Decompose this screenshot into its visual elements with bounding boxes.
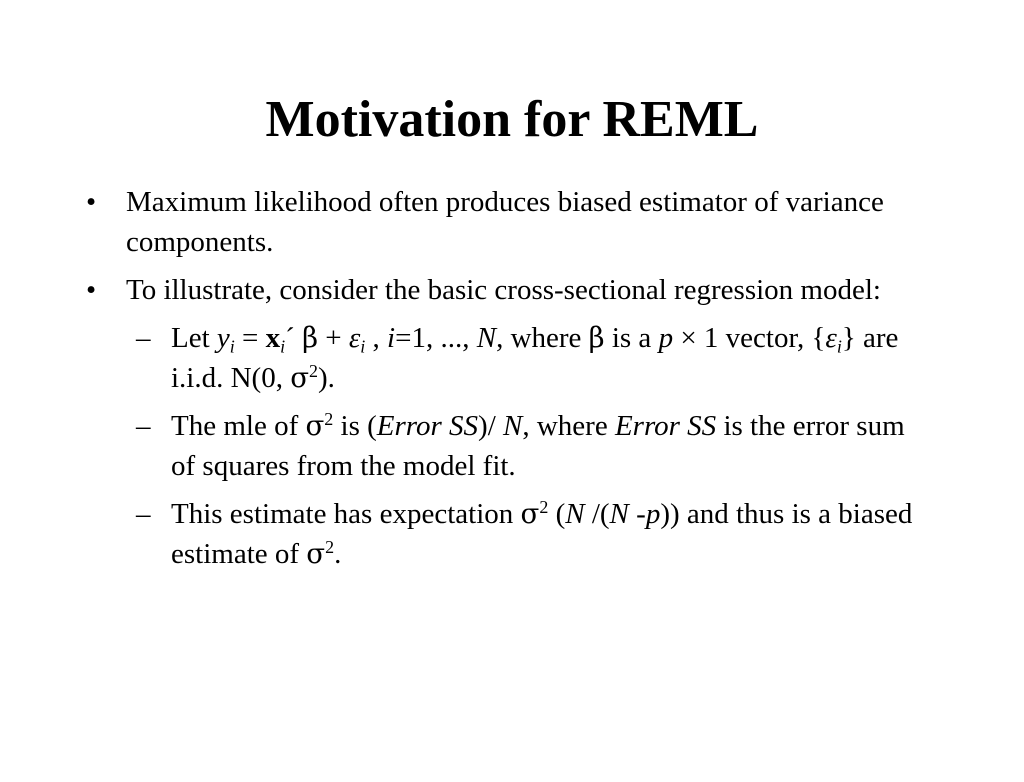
bullet-illustrate xyxy=(0,270,916,310)
sub-bullet-model xyxy=(0,318,921,398)
bullet-marker: • xyxy=(86,186,97,218)
bullet-text: To illustrate, consider the basic cross-sectional regression model: xyxy=(126,274,881,306)
bullet-marker: • xyxy=(86,274,97,306)
bullet-ml-bias xyxy=(0,182,916,262)
sub-bullet-marker: – xyxy=(136,322,151,354)
sub-bullet-marker: – xyxy=(136,410,151,442)
expectation-text: This estimate has expectation $\sigma^2$ (N /(N -p)) and thus is a biased estimate of $\sigma^2$. xyxy=(171,497,913,570)
bullet-text: Maximum likelihood often produces biased estimator of variance components. xyxy=(126,186,884,258)
slide-title: Motivation for REML xyxy=(265,91,759,148)
sub-bullet-expectation xyxy=(0,494,921,574)
slide-body xyxy=(0,182,1024,582)
mle-text: The mle of $\sigma^2$ is (Error SS)/ N, where Error SS is the error sum of squares from the model fit. xyxy=(171,409,905,482)
model-text: Let $y_i$ = $x_i´$ $\beta + \varepsilon_i$ , i=1, ..., N, where β is a p × 1 vector, $\{\varepsilon_i\}$ are i.i.d. N(0, $\sigma^2$). xyxy=(171,322,899,394)
sub-bullet-mle xyxy=(0,406,921,486)
sub-bullet-marker: – xyxy=(136,498,151,530)
